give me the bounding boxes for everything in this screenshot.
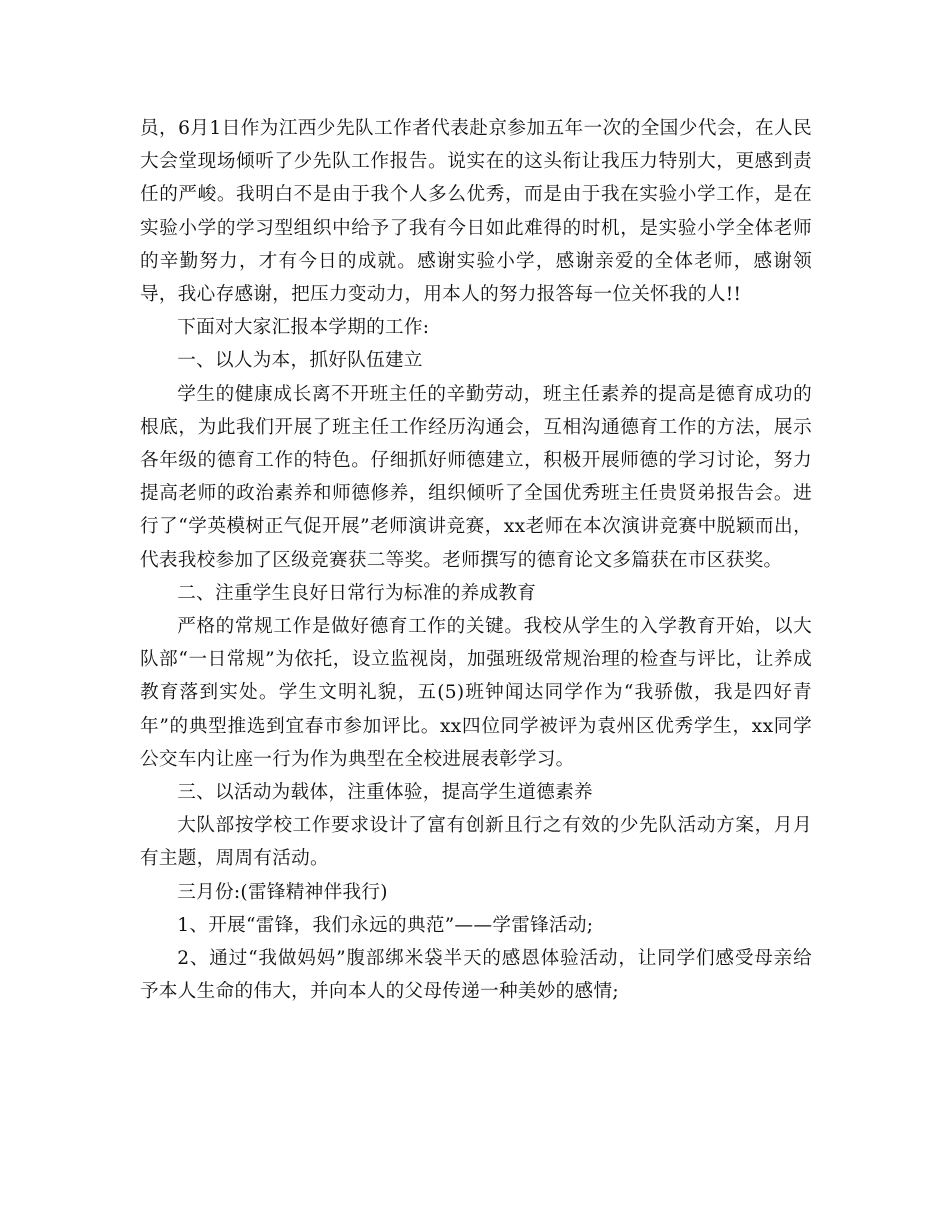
list-item-1: 1、开展“雷锋，我们永远的典范”——学雷锋活动;: [177, 914, 594, 936]
paragraph-report-intro: 下面对大家汇报本学期的工作:: [177, 317, 430, 339]
paragraph-section-2: 严格的常规工作是做好德育工作的关键。我校从学生的入学教育开始，以大队部“一日常规”为依托，设立监视岗，加强班级常规治理的检查与评比，让养成教育落到实处。学生文明礼貌，五(5)班钟闻达同学作为“我骄傲，我是四好青年”的典型推选到宜春市参加评比。xx四位同学被评为袁州区优秀学生，xx同学公交车内让座一行为作为典型在全校进展表彰学习。: [140, 616, 812, 770]
document-body: [140, 112, 812, 1008]
section-heading-1: 一、以人为本，抓好队伍建立: [177, 350, 423, 372]
section-heading-3: 三、以活动为载体，注重体验，提高学生道德素养: [177, 782, 593, 804]
list-item-2: 2、通过“我做妈妈”腹部绑米袋半天的感恩体验活动，让同学们感受母亲给予本人生命的伟大，并向本人的父母传递一种美妙的感情;: [140, 948, 812, 1003]
paragraph-section-3: 大队部按学校工作要求设计了富有创新且行之有效的少先队活动方案，月月有主题，周周有活动。: [140, 815, 812, 870]
month-heading-march: 三月份:(雷锋精神伴我行): [177, 881, 388, 903]
paragraph-intro-continued: 员，6月1日作为江西少先队工作者代表赴京参加五年一次的全国少代会，在人民大会堂现场倾听了少先队工作报告。说实在的这头衔让我压力特别大，更感到责任的严峻。我明白不是由于我个人多么优秀，而是由于我在实验小学工作，是在实验小学的学习型组织中给予了我有今日如此难得的时机，是实验小学全体老师的辛勤努力，才有今日的成就。感谢实验小学，感谢亲爱的全体老师，感谢领导，我心存感谢，把压力变动力，用本人的努力报答每一位关怀我的人!!: [140, 118, 812, 306]
section-heading-2: 二、注重学生良好日常行为标准的养成教育: [177, 582, 537, 604]
paragraph-section-1: 学生的健康成长离不开班主任的辛勤劳动，班主任素养的提高是德育成功的根底，为此我们开展了班主任工作经历沟通会，互相沟通德育工作的方法，展示各年级的德育工作的特色。仔细抓好师德建立，积极开展师德的学习讨论，努力提高老师的政治素养和师德修养，组织倾听了全国优秀班主任贵贤弟报告会。进行了“学英模树正气促开展”老师演讲竞赛，xx老师在本次演讲竞赛中脱颖而出，代表我校参加了区级竞赛获二等奖。老师撰写的德育论文多篇获在市区获奖。: [140, 383, 812, 571]
